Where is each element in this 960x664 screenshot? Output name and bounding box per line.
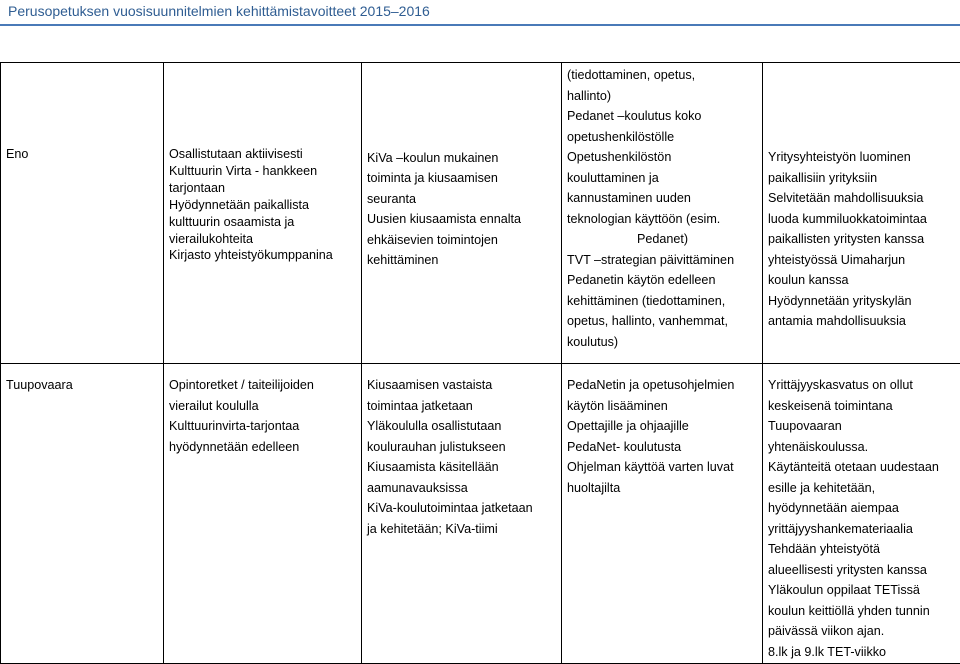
- cell-line: Tehdään yhteistyötä: [768, 539, 956, 560]
- cell-line: Pedanet –koulutus koko: [567, 106, 758, 127]
- cell-line: Pedanetin käytön edelleen: [567, 270, 758, 291]
- cell-line: 8.lk ja 9.lk TET-viikko: [768, 642, 956, 663]
- cell-line: hyödynnetään edelleen: [169, 437, 357, 458]
- entrepreneurship-cell: [763, 364, 960, 664]
- cell-line: toimintaa jatketaan: [367, 396, 557, 417]
- cell-line: Osallistutaan aktiivisesti: [169, 146, 357, 163]
- cell-line: Hyödynnetään paikallista: [169, 197, 357, 214]
- cell-line: KiVa –koulun mukainen: [367, 148, 557, 168]
- cell-line: yhtenäiskoulussa.: [768, 437, 956, 458]
- cell-line: Kiusaamisen vastaista: [367, 375, 557, 396]
- cell-line: paikallisiin yrityksiin: [768, 168, 956, 189]
- cell-line: Yläkoululla osallistutaan: [367, 416, 557, 437]
- cell-line: PedaNet- koulutusta: [567, 437, 758, 458]
- cell-line: Kulttuurin Virta - hankkeen: [169, 163, 357, 180]
- cell-line: Opettajille ja ohjaajille: [567, 416, 758, 437]
- table-row-tuupovaara: [1, 364, 960, 664]
- cell-line: toiminta ja kiusaamisen: [367, 168, 557, 188]
- cell-line: luoda kummiluokkatoimintaa: [768, 209, 956, 230]
- cell-line: yhteistyössä Uimaharjun: [768, 250, 956, 271]
- culture-cell: [164, 63, 362, 364]
- cell-line: Yläkoulun oppilaat TETissä: [768, 580, 956, 601]
- cell-line: Pedanet): [567, 229, 758, 250]
- school-name-cell: [1, 364, 164, 664]
- cell-line: opetus, hallinto, vanhemmat,: [567, 311, 758, 332]
- ict-cell: [562, 364, 763, 664]
- cell-line: Ohjelman käyttöä varten luvat: [567, 457, 758, 478]
- cell-line: kouluttaminen ja: [567, 168, 758, 189]
- cell-line: ja kehitetään; KiVa-tiimi: [367, 519, 557, 540]
- cell-line: kehittäminen (tiedottaminen,: [567, 291, 758, 312]
- cell-line: Yrittäjyyskasvatus on ollut: [768, 375, 956, 396]
- cell-line: Opetushenkilöstön: [567, 147, 758, 168]
- ict-cell: [562, 63, 763, 364]
- bullying-cell: [362, 63, 562, 364]
- cell-line: alueellisesti yritysten kanssa: [768, 560, 956, 581]
- cell-line: Uusien kiusaamista ennalta: [367, 209, 557, 229]
- cell-line: KiVa-koulutoimintaa jatketaan: [367, 498, 557, 519]
- cell-line: kehittäminen: [367, 250, 557, 270]
- table-row-eno: [1, 63, 960, 364]
- cell-line: (tiedottaminen, opetus,: [567, 65, 758, 86]
- cell-line: tarjontaan: [169, 180, 357, 197]
- page-header: [0, 0, 960, 24]
- cell-line: aamunavauksissa: [367, 478, 557, 499]
- cell-line: Hyödynnetään yrityskylän: [768, 291, 956, 312]
- cell-line: vierailukohteita: [169, 231, 357, 248]
- cell-line: kulttuurin osaamista ja: [169, 214, 357, 231]
- school-name-cell: [1, 63, 164, 364]
- cell-line: koulun kanssa: [768, 270, 956, 291]
- document-title: Perusopetuksen vuosisuunnitelmien kehittämistavoitteet 2015–2016: [8, 3, 430, 19]
- cell-line: kannustaminen uuden: [567, 188, 758, 209]
- school-name: Tuupovaara: [6, 375, 159, 396]
- cell-line: koulutus): [567, 332, 758, 353]
- entrepreneurship-cell: [763, 63, 960, 364]
- cell-line: huoltajilta: [567, 478, 758, 499]
- cell-line: antamia mahdollisuuksia: [768, 311, 956, 332]
- cell-line: Opintoretket / taiteilijoiden: [169, 375, 357, 396]
- cell-line: Yritysyhteistyön luominen: [768, 147, 956, 168]
- development-goals-table: [0, 62, 960, 664]
- cell-line: seuranta: [367, 189, 557, 209]
- cell-line: opetushenkilöstölle: [567, 127, 758, 148]
- cell-line: keskeisenä toimintana: [768, 396, 956, 417]
- cell-line: teknologian käyttöön (esim.: [567, 209, 758, 230]
- cell-line: Käytänteitä otetaan uudestaan: [768, 457, 956, 478]
- school-name: Eno: [6, 146, 159, 163]
- cell-line: Kiusaamista käsitellään: [367, 457, 557, 478]
- cell-line: vierailut koululla: [169, 396, 357, 417]
- bullying-cell: [362, 364, 562, 664]
- cell-line: Selvitetään mahdollisuuksia: [768, 188, 956, 209]
- cell-line: hyödynnetään aiempaa: [768, 498, 956, 519]
- cell-line: PedaNetin ja opetusohjelmien: [567, 375, 758, 396]
- cell-line: esille ja kehitetään,: [768, 478, 956, 499]
- cell-line: Kirjasto yhteistyökumppanina: [169, 247, 357, 264]
- cell-line: Tuupovaaran: [768, 416, 956, 437]
- cell-line: hallinto): [567, 86, 758, 107]
- cell-line: koulurauhan julistukseen: [367, 437, 557, 458]
- cell-line: TVT –strategian päivittäminen: [567, 250, 758, 271]
- cell-line: käytön lisääminen: [567, 396, 758, 417]
- cell-line: ehkäisevien toimintojen: [367, 230, 557, 250]
- header-divider: [0, 24, 960, 26]
- cell-line: koulun keittiöllä yhden tunnin: [768, 601, 956, 622]
- cell-line: Kulttuurinvirta-tarjontaa: [169, 416, 357, 437]
- cell-line: yrittäjyyshankemateriaalia: [768, 519, 956, 540]
- cell-line: päivässä viikon ajan.: [768, 621, 956, 642]
- cell-line: paikallisten yritysten kanssa: [768, 229, 956, 250]
- culture-cell: [164, 364, 362, 664]
